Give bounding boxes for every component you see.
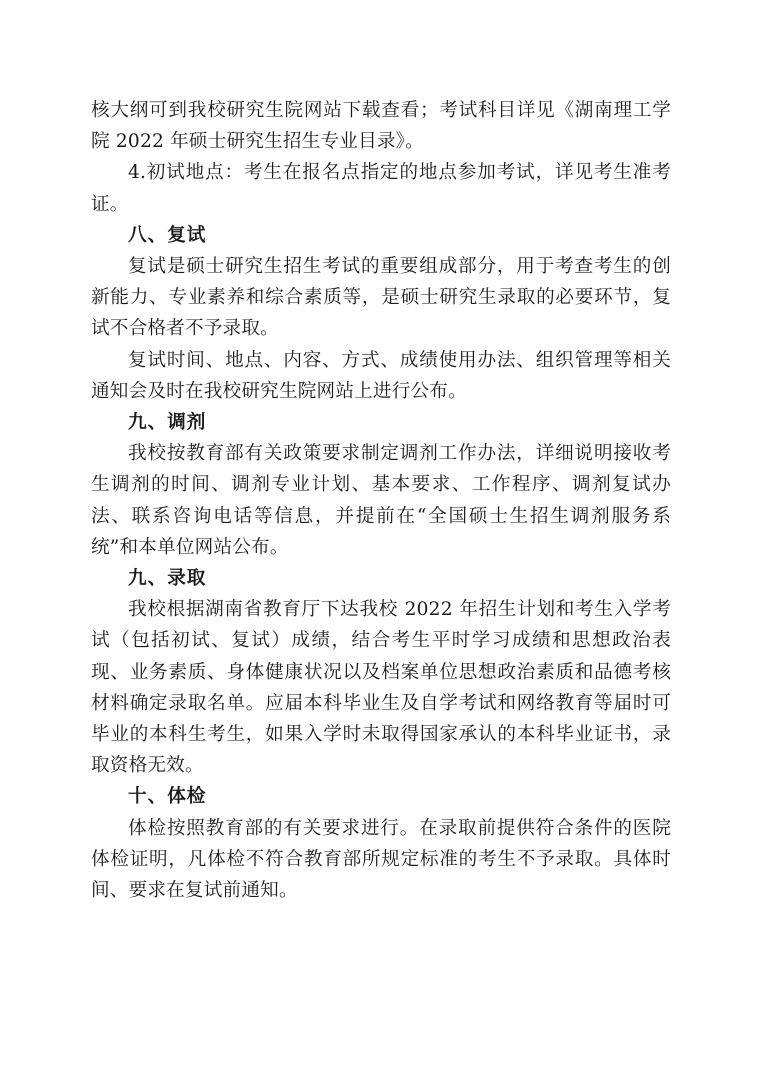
heading-admission: 九、录取: [128, 568, 207, 590]
paragraph-reexam-purpose: 复试是硕士研究生招生考试的重要组成部分，用于考查考生的创新能力、专业素养和综合素质等，是硕士研究生录取的必要环节，复试不合格者不予录取。: [91, 256, 671, 340]
document-body: [91, 95, 671, 906]
heading-adjustment: 九、调剂: [128, 412, 207, 434]
paragraph-exam-syllabus: 核大纲可到我校研究生院网站下载查看；考试科目详见《湖南理工学院 2022 年硕士研究生招生专业目录》。: [91, 100, 671, 153]
heading-reexam: 八、复试: [128, 224, 207, 246]
paragraph-exam-location: 4.初试地点：考生在报名点指定的地点参加考试，详见考生准考证。: [91, 162, 671, 215]
paragraph-admission: 我校根据湖南省教育厅下达我校 2022 年招生计划和考生入学考试（包括初试、复试）成绩，结合考生平时学习成绩和思想政治表现、业务素质、身体健康状况以及档案单位思想政治素质和品德考核材料确定录取名单。应届本科毕业生及自学考试和网络教育等届时可毕业的本科生考生，如果入学时未取得国家承认的本科毕业证书，录取资格无效。: [91, 599, 671, 777]
paragraph-adjustment: 我校按教育部有关政策要求制定调剂工作办法，详细说明接收考生调剂的时间、调剂专业计划、基本要求、工作程序、调剂复试办法、联系咨询电话等信息，并提前在“全国硕士生招生调剂服务系统”和本单位网站公布。: [91, 443, 671, 558]
heading-physical-exam: 十、体检: [128, 786, 207, 808]
paragraph-physical-exam: 体检按照教育部的有关要求进行。在录取前提供符合条件的医院体检证明，凡体检不符合教育部所规定标准的考生不予录取。具体时间、要求在复试前通知。: [91, 817, 671, 902]
paragraph-reexam-notice: 复试时间、地点、内容、方式、成绩使用办法、组织管理等相关通知会及时在我校研究生院网站上进行公布。: [91, 349, 671, 402]
